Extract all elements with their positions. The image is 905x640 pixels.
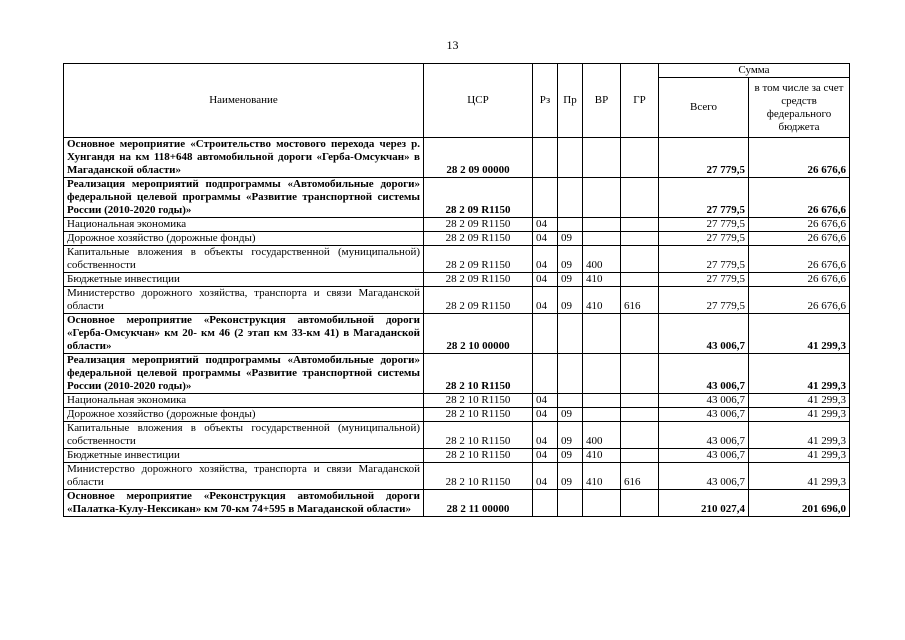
cell-federal: 26 676,6 (749, 287, 850, 314)
table-row (64, 178, 850, 218)
cell-vr: 400 (583, 422, 621, 449)
cell-federal: 41 299,3 (749, 408, 850, 422)
cell-vr (583, 490, 621, 517)
cell-csr: 28 2 09 00000 (424, 138, 533, 178)
table-row (64, 232, 850, 246)
cell-gr (621, 408, 659, 422)
cell-rz (533, 314, 558, 354)
cell-total: 43 006,7 (659, 422, 749, 449)
cell-name: Реализация мероприятий подпрограммы «Автомобильные дороги» федеральной целевой программы «Развитие транспортной системы России (2010-2020 годы)» (64, 354, 424, 394)
cell-total: 27 779,5 (659, 178, 749, 218)
cell-rz (533, 178, 558, 218)
cell-rz: 04 (533, 463, 558, 490)
cell-name: Капитальные вложения в объекты государственной (муниципальной) собственности (64, 246, 424, 273)
cell-csr: 28 2 10 R1150 (424, 463, 533, 490)
cell-vr: 410 (583, 287, 621, 314)
cell-federal: 41 299,3 (749, 394, 850, 408)
cell-vr (583, 408, 621, 422)
cell-csr: 28 2 10 R1150 (424, 394, 533, 408)
cell-name: Основное мероприятие «Реконструкция автомобильной дороги «Герба-Омсукчан» км 20- км 46 (2 этап км 33-км 41) в Магаданской области» (64, 314, 424, 354)
cell-pr: 09 (558, 422, 583, 449)
cell-csr: 28 2 10 R1150 (424, 408, 533, 422)
cell-rz (533, 354, 558, 394)
table-row (64, 354, 850, 394)
cell-total: 43 006,7 (659, 449, 749, 463)
cell-vr (583, 232, 621, 246)
cell-gr (621, 394, 659, 408)
cell-csr: 28 2 09 R1150 (424, 287, 533, 314)
cell-gr (621, 314, 659, 354)
cell-total: 43 006,7 (659, 408, 749, 422)
cell-csr: 28 2 10 R1150 (424, 422, 533, 449)
cell-gr (621, 246, 659, 273)
page-number: 13 (446, 38, 459, 52)
cell-federal: 26 676,6 (749, 246, 850, 273)
cell-federal: 26 676,6 (749, 138, 850, 178)
cell-name: Основное мероприятие «Реконструкция автомобильной дороги «Палатка-Кулу-Нексикан» км 70-км 74+595 в Магаданской области» (64, 490, 424, 517)
header-summa: Сумма (659, 64, 850, 78)
cell-pr: 09 (558, 232, 583, 246)
cell-rz (533, 138, 558, 178)
table-row (64, 449, 850, 463)
cell-rz: 04 (533, 394, 558, 408)
table-header (64, 64, 850, 138)
cell-pr (558, 138, 583, 178)
cell-vr: 410 (583, 449, 621, 463)
cell-gr (621, 273, 659, 287)
cell-pr (558, 314, 583, 354)
header-rz: Рз (533, 64, 558, 138)
cell-total: 27 779,5 (659, 138, 749, 178)
cell-vr (583, 354, 621, 394)
cell-name: Основное мероприятие «Строительство мостового перехода через р. Хунгандя на км 118+648 автомобильной дороги «Герба-Омсукчан» в Магаданской области» (64, 138, 424, 178)
cell-gr (621, 232, 659, 246)
cell-vr: 400 (583, 246, 621, 273)
cell-name: Бюджетные инвестиции (64, 273, 424, 287)
header-federal: в том числе за счет средств федерального бюджета (749, 78, 850, 138)
header-gr: ГР (621, 64, 659, 138)
cell-vr: 410 (583, 463, 621, 490)
cell-pr: 09 (558, 246, 583, 273)
cell-federal: 26 676,6 (749, 218, 850, 232)
table-row (64, 422, 850, 449)
cell-name: Национальная экономика (64, 218, 424, 232)
cell-gr (621, 422, 659, 449)
cell-total: 43 006,7 (659, 314, 749, 354)
cell-total: 27 779,5 (659, 287, 749, 314)
table-row (64, 463, 850, 490)
table-row (64, 394, 850, 408)
header-csr: ЦСР (424, 64, 533, 138)
cell-federal: 26 676,6 (749, 273, 850, 287)
cell-federal: 41 299,3 (749, 422, 850, 449)
cell-rz: 04 (533, 218, 558, 232)
cell-csr: 28 2 11 00000 (424, 490, 533, 517)
cell-name: Национальная экономика (64, 394, 424, 408)
cell-pr (558, 178, 583, 218)
budget-table (63, 63, 850, 517)
cell-total: 43 006,7 (659, 394, 749, 408)
cell-total: 27 779,5 (659, 218, 749, 232)
table-body (64, 138, 850, 517)
cell-gr: 616 (621, 463, 659, 490)
header-pr: Пр (558, 64, 583, 138)
cell-csr: 28 2 10 R1150 (424, 354, 533, 394)
cell-pr: 09 (558, 408, 583, 422)
cell-gr (621, 354, 659, 394)
table-row (64, 138, 850, 178)
cell-csr: 28 2 09 R1150 (424, 232, 533, 246)
cell-pr (558, 354, 583, 394)
cell-total: 27 779,5 (659, 273, 749, 287)
cell-vr (583, 394, 621, 408)
header-vr: ВР (583, 64, 621, 138)
cell-vr (583, 218, 621, 232)
table-row (64, 408, 850, 422)
cell-rz: 04 (533, 246, 558, 273)
cell-csr: 28 2 10 R1150 (424, 449, 533, 463)
table-row (64, 246, 850, 273)
cell-rz: 04 (533, 422, 558, 449)
cell-rz: 04 (533, 232, 558, 246)
cell-rz: 04 (533, 273, 558, 287)
cell-total: 43 006,7 (659, 354, 749, 394)
cell-csr: 28 2 09 R1150 (424, 178, 533, 218)
cell-name: Дорожное хозяйство (дорожные фонды) (64, 408, 424, 422)
cell-csr: 28 2 10 00000 (424, 314, 533, 354)
cell-rz: 04 (533, 408, 558, 422)
cell-federal: 26 676,6 (749, 232, 850, 246)
cell-gr (621, 449, 659, 463)
cell-total: 27 779,5 (659, 232, 749, 246)
cell-name: Дорожное хозяйство (дорожные фонды) (64, 232, 424, 246)
cell-pr (558, 490, 583, 517)
cell-vr (583, 178, 621, 218)
cell-vr (583, 314, 621, 354)
cell-csr: 28 2 09 R1150 (424, 273, 533, 287)
header-total: Всего (659, 78, 749, 138)
cell-pr: 09 (558, 273, 583, 287)
cell-rz (533, 490, 558, 517)
cell-federal: 41 299,3 (749, 314, 850, 354)
cell-name: Капитальные вложения в объекты государственной (муниципальной) собственности (64, 422, 424, 449)
cell-federal: 41 299,3 (749, 354, 850, 394)
table-row (64, 490, 850, 517)
cell-pr: 09 (558, 287, 583, 314)
table-row (64, 314, 850, 354)
table-row (64, 273, 850, 287)
cell-gr (621, 218, 659, 232)
cell-gr (621, 138, 659, 178)
cell-federal: 201 696,0 (749, 490, 850, 517)
table-row (64, 287, 850, 314)
cell-pr (558, 394, 583, 408)
cell-csr: 28 2 09 R1150 (424, 218, 533, 232)
cell-name: Реализация мероприятий подпрограммы «Автомобильные дороги» федеральной целевой программы «Развитие транспортной системы России (2010-2020 годы)» (64, 178, 424, 218)
cell-pr: 09 (558, 463, 583, 490)
header-name: Наименование (64, 64, 424, 138)
cell-federal: 41 299,3 (749, 463, 850, 490)
cell-gr: 616 (621, 287, 659, 314)
cell-federal: 41 299,3 (749, 449, 850, 463)
cell-csr: 28 2 09 R1150 (424, 246, 533, 273)
cell-vr (583, 138, 621, 178)
cell-gr (621, 178, 659, 218)
cell-vr: 410 (583, 273, 621, 287)
cell-rz: 04 (533, 287, 558, 314)
cell-name: Министерство дорожного хозяйства, транспорта и связи Магаданской области (64, 287, 424, 314)
cell-name: Бюджетные инвестиции (64, 449, 424, 463)
cell-gr (621, 490, 659, 517)
cell-federal: 26 676,6 (749, 178, 850, 218)
cell-total: 210 027,4 (659, 490, 749, 517)
cell-total: 27 779,5 (659, 246, 749, 273)
cell-rz: 04 (533, 449, 558, 463)
cell-name: Министерство дорожного хозяйства, транспорта и связи Магаданской области (64, 463, 424, 490)
cell-total: 43 006,7 (659, 463, 749, 490)
cell-pr: 09 (558, 449, 583, 463)
table-row (64, 218, 850, 232)
cell-pr (558, 218, 583, 232)
